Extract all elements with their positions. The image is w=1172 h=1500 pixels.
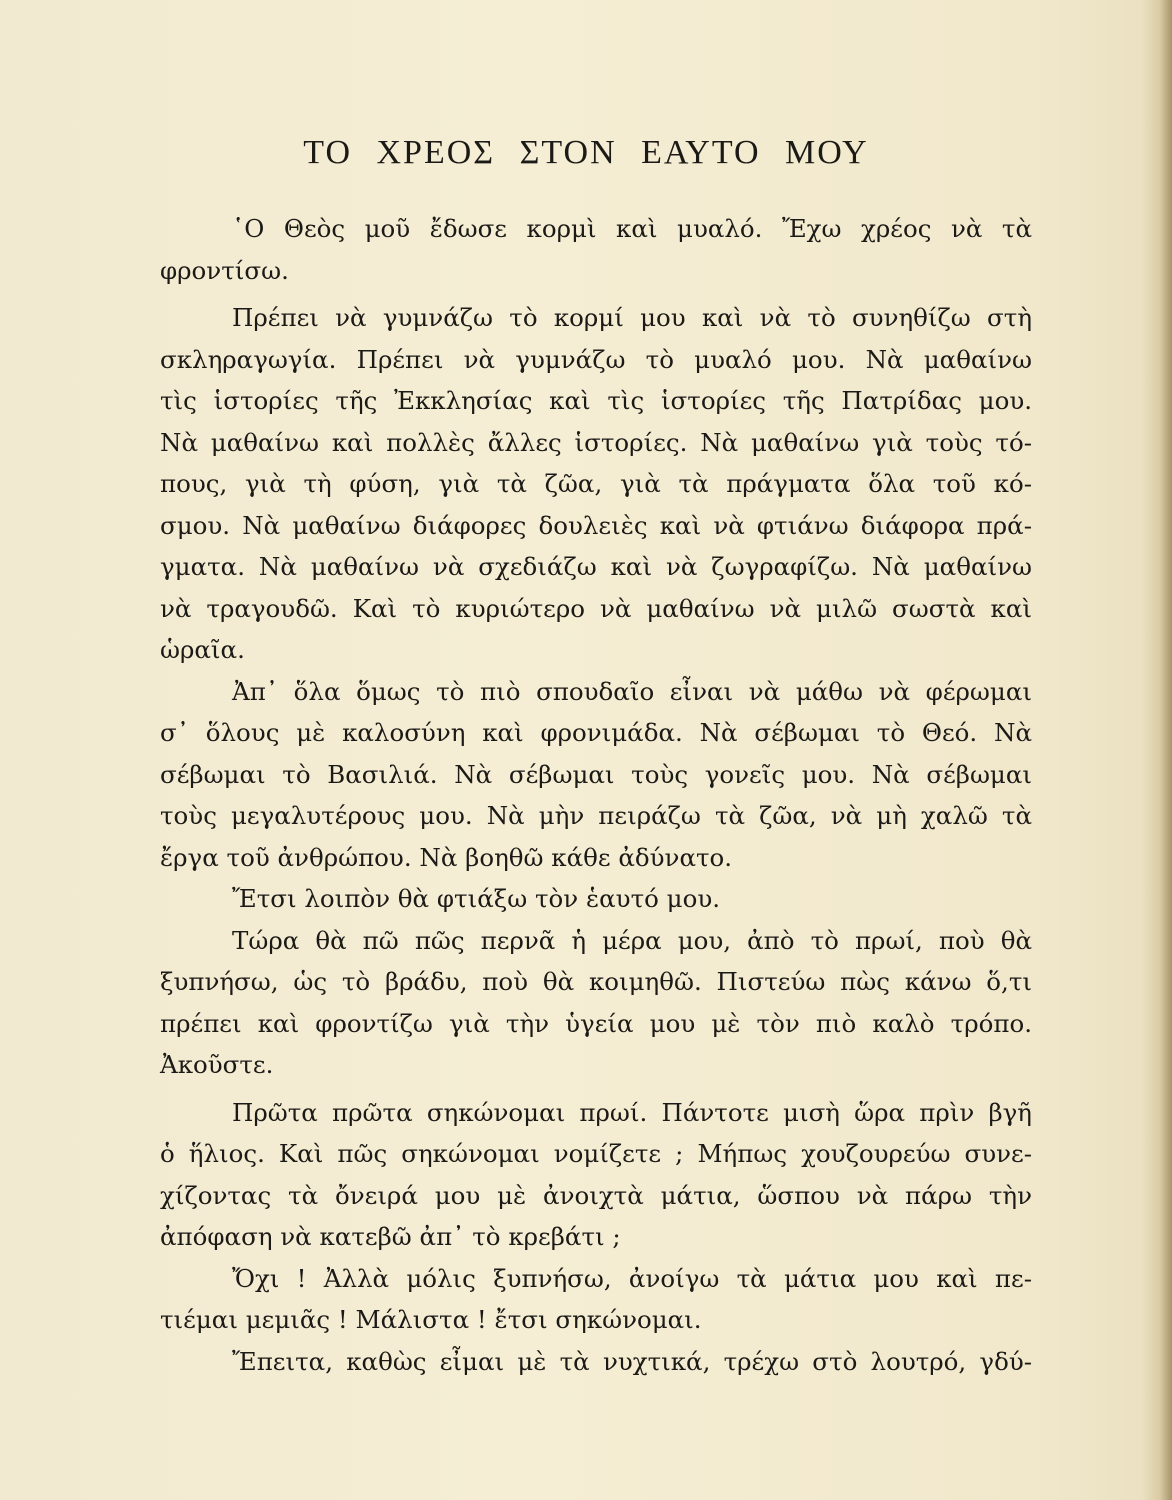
text-line: ἔργα τοῦ ἀνθρώπου. Νὰ βοηθῶ κάθε ἀδύνατο.: [160, 842, 733, 872]
text-line: Νὰ μαθαίνω καὶ πολλὲς ἄλλες ἱστορίες. Νὰ μαθαίνω γιὰ τοὺς τό-: [160, 427, 1032, 457]
text-line: ξυπνήσω, ὡς τὸ βράδυ, ποὺ θὰ κοιμηθῶ. Πιστεύω πὼς κάνω ὅ,τι: [160, 967, 1032, 996]
body-text: [160, 208, 1032, 1382]
text-line: φροντίσω.: [160, 255, 289, 285]
text-line: σκληραγωγία. Πρέπει νὰ γυμνάζω τὸ μυαλό μου. Νὰ μαθαίνω: [160, 344, 1032, 374]
text-line: σέβωμαι τὸ Βασιλιά. Νὰ σέβωμαι τοὺς γονεῖς μου. Νὰ σέβωμαι: [160, 759, 1032, 789]
text-line: Ἔπειτα, καθὼς εἶμαι μὲ τὰ νυχτικά, τρέχω στὸ λουτρό, γδύ-: [232, 1346, 1032, 1376]
text-line: τοὺς μεγαλυτέρους μου. Νὰ μὴν πειράζω τὰ ζῶα, νὰ μὴ χαλῶ τὰ: [160, 801, 1032, 830]
text-line: πους, γιὰ τὴ φύση, γιὰ τὰ ζῶα, γιὰ τὰ πράγματα ὅλα τοῦ κό-: [160, 469, 1032, 498]
text-line: Ἔτσι λοιπὸν θὰ φτιάξω τὸν ἑαυτό μου.: [232, 884, 721, 913]
text-line: Ὄχι ! Ἀλλὰ μόλις ξυπνήσω, ἀνοίγω τὰ μάτια μου καὶ πε-: [232, 1263, 1032, 1293]
text-line: ὁ ἥλιος. Καὶ πῶς σηκώνομαι νομίζετε ; Μήπως χουζουρεύω συνε-: [160, 1139, 1032, 1168]
text-line: τὶς ἱστορίες τῆς Ἐκκλησίας καὶ τὶς ἱστορίες τῆς Πατρίδας μου.: [160, 386, 1032, 415]
text-line: Πρέπει νὰ γυμνάζω τὸ κορμί μου καὶ νὰ τὸ συνηθίζω στὴ: [232, 303, 1032, 332]
text-line: Ἀκοῦστε.: [160, 1050, 274, 1079]
text-line: Πρῶτα πρῶτα σηκώνομαι πρωί. Πάντοτε μισὴ ὥρα πρὶν βγῆ: [232, 1097, 1032, 1127]
text-line: ὡραῖα.: [160, 635, 245, 664]
text-line: νὰ τραγουδῶ. Καὶ τὸ κυριώτερο νὰ μαθαίνω νὰ μιλῶ σωστὰ καὶ: [160, 593, 1032, 623]
text-line: πρέπει καὶ φροντίζω γιὰ τὴν ὑγεία μου μὲ τὸν πιὸ καλὸ τρόπο.: [160, 1008, 1032, 1038]
text-line: σ᾽ ὅλους μὲ καλοσύνη καὶ φρονιμάδα. Νὰ σέβωμαι τὸ Θεό. Νὰ: [160, 718, 1032, 747]
page-spine-shadow: [1142, 0, 1172, 1500]
text-line: ἀπόφαση νὰ κατεβῶ ἀπ᾽ τὸ κρεβάτι ;: [160, 1222, 621, 1251]
text-line: σμου. Νὰ μαθαίνω διάφορες δουλειὲς καὶ νὰ φτιάνω διάφορα πρά-: [160, 510, 1032, 540]
text-line: χίζοντας τὰ ὄνειρά μου μὲ ἀνοιχτὰ μάτια, ὥσπου νὰ πάρω τὴν: [160, 1180, 1032, 1210]
text-line: τιέμαι μεμιᾶς ! Μάλιστα ! ἔτσι σηκώνομαι.: [160, 1305, 702, 1334]
text-line: Ἀπ᾽ ὅλα ὅμως τὸ πιὸ σπουδαῖο εἶναι νὰ μάθω νὰ φέρωμαι: [232, 676, 1032, 706]
text-line: Τώρα θὰ πῶ πῶς περνᾶ ἡ μέρα μου, ἀπὸ τὸ πρωί, ποὺ θὰ: [232, 925, 1032, 955]
text-line: γματα. Νὰ μαθαίνω νὰ σχεδιάζω καὶ νὰ ζωγραφίζω. Νὰ μαθαίνω: [160, 552, 1032, 581]
text-line: ῾Ο Θεὸς μοῦ ἔδωσε κορμὶ καὶ μυαλό. Ἔχω χρέος νὰ τὰ: [232, 214, 1032, 243]
page-title: ΤΟ ΧΡΕΟΣ ΣΤΟΝ ΕΑΥΤΟ ΜΟΥ: [303, 134, 869, 171]
